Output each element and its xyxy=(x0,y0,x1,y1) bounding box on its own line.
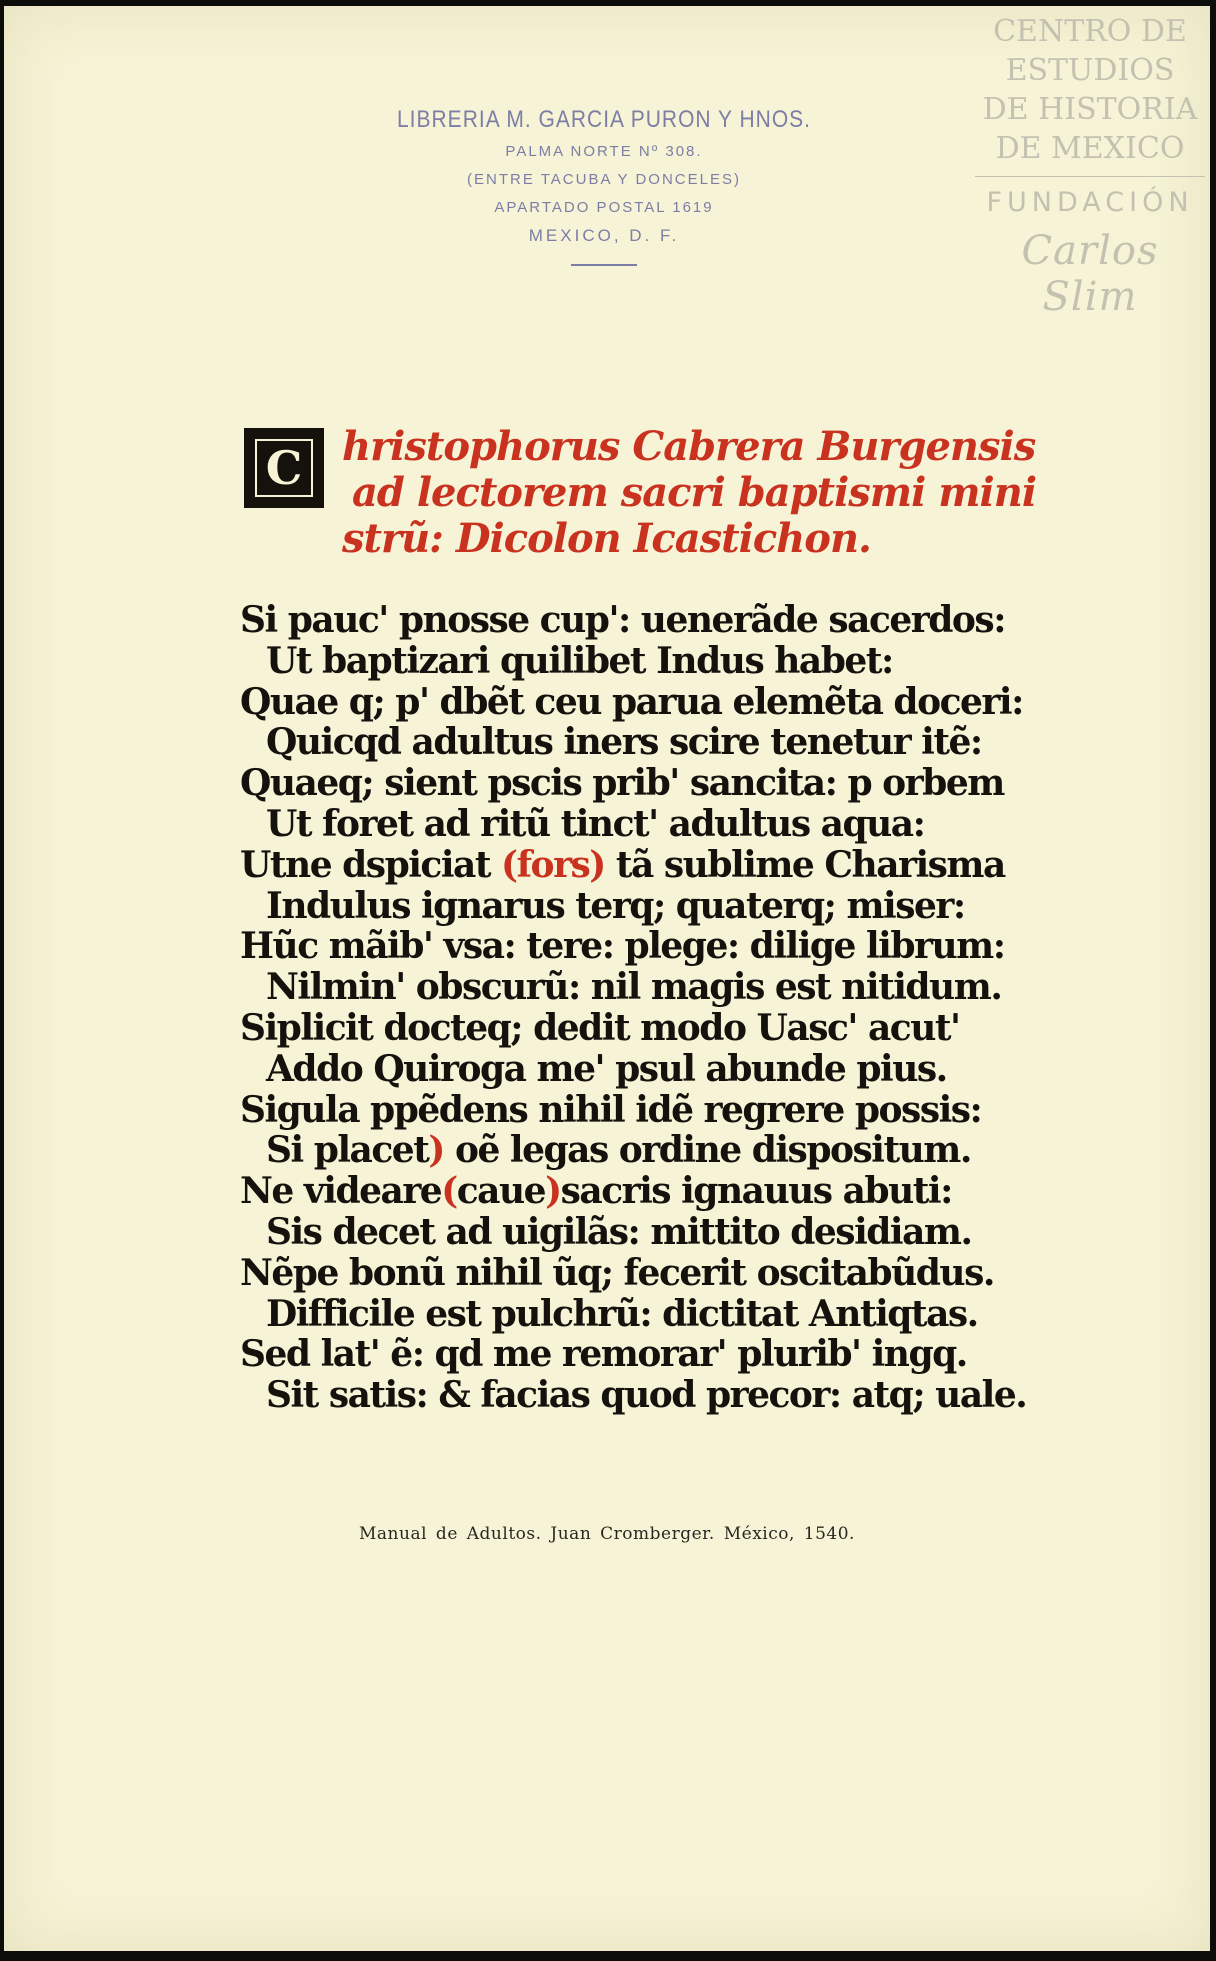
stamp-box: APARTADO POSTAL 1619 xyxy=(494,199,714,216)
verse-line: Ut foret ad ritũ tinct' adultus aqua: xyxy=(266,802,925,845)
bookseller-stamp xyxy=(394,108,814,266)
initial-frame xyxy=(255,439,313,497)
verse-segment: Utne dspiciat xyxy=(240,843,490,886)
verse-line xyxy=(240,1130,1000,1171)
stamp-rule xyxy=(571,264,637,266)
verse-line: Si pauc' pnosse cup': uenerãde sacerdos: xyxy=(240,599,1005,641)
verse-line: Ut baptizari quilibet Indus habet: xyxy=(266,639,893,682)
verse-segment: Ne videare xyxy=(240,1170,442,1213)
decorated-initial xyxy=(244,428,324,508)
verse-line: Quaeq; sient pscis prib' sancita: p orbem xyxy=(240,762,1004,805)
verse-line xyxy=(240,1171,1000,1212)
stamp-city: MEXICO, D. F. xyxy=(528,226,680,245)
verse-parenthesis: ) xyxy=(545,1170,561,1213)
verse-line: Nẽpe bonũ nihil ũq; fecerit oscitabũdus. xyxy=(240,1251,994,1294)
title-line: hristophorus Cabrera Burgensis xyxy=(342,423,1036,470)
verse-parenthesis: ( xyxy=(441,1170,457,1213)
verse-line: Sigula ppẽdens nihil idẽ regrere possis: xyxy=(240,1088,982,1131)
verse-line: Sis decet ad uigilãs: mittito desidiam. xyxy=(266,1210,972,1253)
stamp-between: (ENTRE TACUBA Y DONCELES) xyxy=(467,171,741,188)
verse-segment: oẽ legas ordine dispositum. xyxy=(454,1129,971,1172)
verse-line: Quae q; p' dbẽt ceu parua elemẽta doceri: xyxy=(240,680,1023,723)
archive-watermark xyxy=(972,12,1208,320)
verse-parenthesis: ) xyxy=(428,1129,444,1172)
poem-body xyxy=(240,599,1027,1417)
verse-line: Siplicit docteq; dedit modo Uasc' acut' xyxy=(240,1006,960,1049)
verse-line: Hũc mãib' vsa: tere: plege: dilige librum: xyxy=(240,925,1005,968)
watermark-line: DE MEXICO xyxy=(995,131,1185,166)
verse-line: Sed lat' ẽ: qd me remorar' plurib' ingq. xyxy=(240,1333,967,1376)
verse-segment: sacris ignauus abuti: xyxy=(560,1170,952,1213)
verse-line: Difficile est pulchrũ: dictitat Antiqtas. xyxy=(266,1292,978,1335)
watermark-line: ESTUDIOS xyxy=(1005,53,1175,88)
page-sheet xyxy=(4,6,1210,1951)
source-caption: Manual de Adultos. Juan Cromberger. México, 1540. xyxy=(359,1524,855,1544)
verse-line: Quicqd adultus iners scire tenetur itẽ: xyxy=(266,721,982,764)
watermark-foundation: FUNDACIÓN xyxy=(986,187,1194,218)
watermark-line: CENTRO DE xyxy=(993,14,1187,49)
verse-line: Nilmin' obscurũ: nil magis est nitidum. xyxy=(266,966,1002,1009)
verse-line: Sit satis: & facias quod precor: atq; uale. xyxy=(266,1374,1027,1417)
verse-parenthetical: (fors) xyxy=(501,843,605,886)
title-line: ad lectorem sacri baptismi mini xyxy=(352,469,1037,516)
watermark-rule xyxy=(975,176,1205,177)
verse-segment: Si placet xyxy=(266,1129,429,1172)
initial-letter: C xyxy=(265,441,303,495)
title-line: strũ: Dicolon Icastichon. xyxy=(342,515,871,562)
verse-segment: tã sublime Charisma xyxy=(615,843,1005,886)
title-text xyxy=(342,424,1036,562)
watermark-line: DE HISTORIA xyxy=(982,92,1198,127)
verse-line xyxy=(240,843,1005,886)
watermark-signature: Carlos Slim xyxy=(1021,228,1159,320)
title-block xyxy=(244,423,1037,562)
stamp-address: PALMA NORTE Nº 308. xyxy=(505,143,703,160)
stamp-name: LIBRERIA M. GARCIA PURON Y HNOS. xyxy=(397,106,811,133)
verse-segment: caue xyxy=(456,1170,546,1213)
verse-line: Indulus ignarus terq; quaterq; miser: xyxy=(266,884,965,927)
verse-line: Addo Quiroga me' psul abunde pius. xyxy=(266,1047,947,1090)
